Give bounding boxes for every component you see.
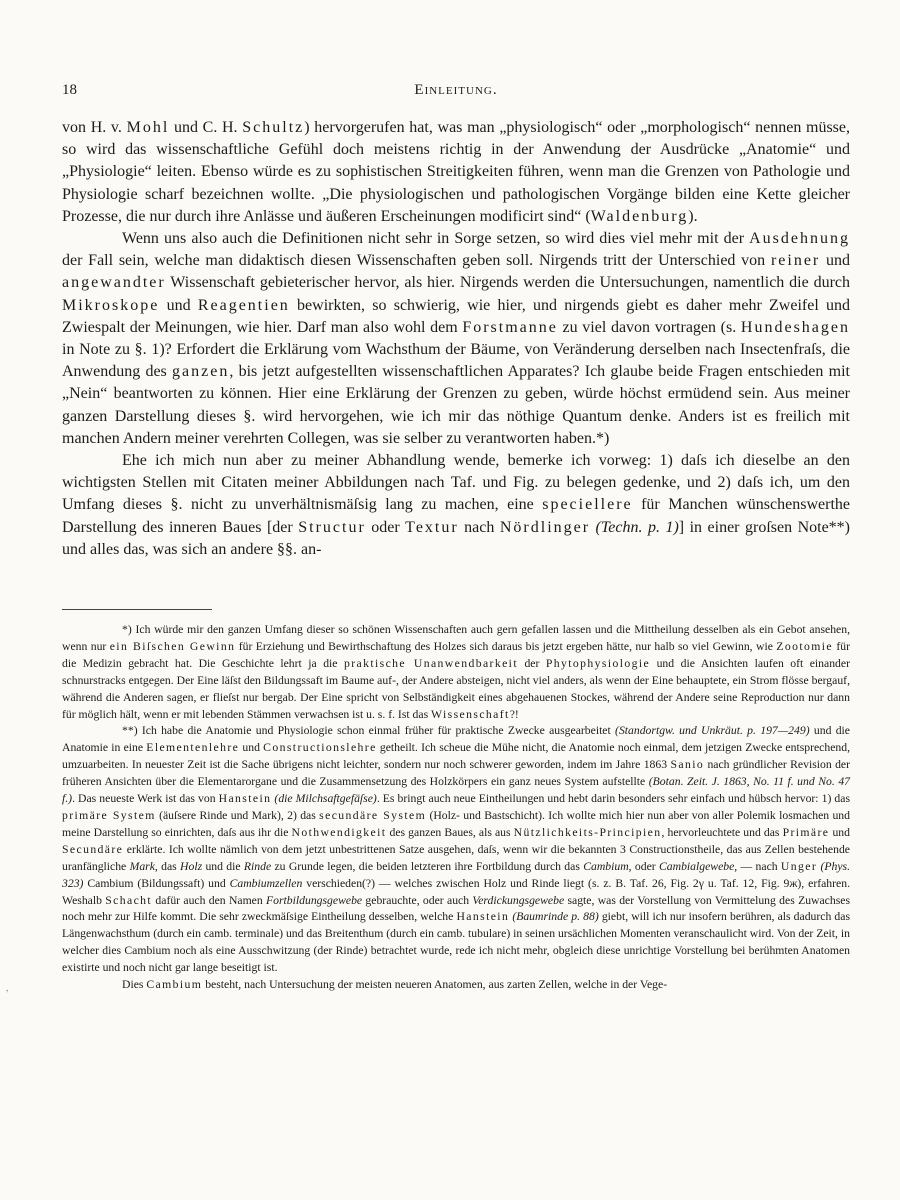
- spaced-text: Mikroskope: [62, 296, 160, 314]
- spaced-text: Textur: [405, 518, 459, 536]
- text-run: Dies: [122, 978, 147, 992]
- text-run: Wissenschaft gebieterischer hervor, als hier. Nirgends werden die Untersuchungen, namentlich die durch: [165, 274, 850, 292]
- text-run: ] in einer groſsen Note**) und alles das, was sich an andere §§. an-: [62, 518, 850, 558]
- spaced-text: speciellere: [542, 496, 633, 514]
- text-run: der Fall sein, welche man didaktisch diesen Wissenschaften geben soll. Nirgends tritt der Unterschied von: [62, 252, 771, 270]
- spaced-text: Phytophysiologie: [545, 656, 651, 670]
- body-paragraph: [62, 450, 850, 561]
- text-run: , — nach: [734, 859, 781, 873]
- running-title: Einleitung.: [414, 82, 498, 98]
- spaced-text: Hanstein: [456, 910, 510, 924]
- spaced-text: Ausdehnung: [749, 230, 850, 248]
- text-run: (äuſsere Rinde und Mark), 2) das: [155, 808, 320, 822]
- spaced-text: primäre System: [62, 808, 156, 822]
- italic-text: Fortbildungsgewebe: [266, 893, 363, 907]
- spaced-text: ein Biſschen Gewinn: [109, 639, 236, 653]
- text-run: und die Ansichten laufen oft einander schnurstracks entgegen. Der Eine läſst den Bildungssaft im Baume auf-, der Andere absteigen, nicht viel anders, als wenn der Eine behauptete, ein Strom flösse bergauf, während die Anderen sagen, er flieſst nur bergab. Der Eine spricht von Selbständigkeit eines abgehauenen Stockes, während der Andere seine Reproduction nur dann für möglich hält, wenn er mit lebenden Stämmen verwachsen ist u. s. f. Ist das: [62, 656, 850, 721]
- body-paragraph: [62, 117, 850, 228]
- main-text: [62, 117, 850, 561]
- spaced-text: Nützlichkeits-Principien: [513, 825, 662, 839]
- spaced-text: Schacht: [105, 893, 153, 907]
- italic-text: (Phys. 323): [62, 859, 851, 890]
- text-run: nach: [458, 518, 500, 536]
- italic-text: (die Milchsaftgefäſse): [274, 792, 377, 806]
- text-run: zu viel davon vortragen (s.: [557, 318, 741, 336]
- spaced-text: praktische Unanwendbarkeit: [343, 656, 518, 670]
- italic-text: Holz: [180, 859, 203, 873]
- text-run: besteht, nach Untersuchung der meisten neueren Anatomen, aus zarten Zellen, welche in der Vege-: [202, 978, 668, 992]
- text-run: erklärte. Ich wollte nämlich von dem jetzt unbestrittenen Satze ausgehen, daſs, wenn wir die bekannten 3 Constructionstheile, das aus Zellen bestehende uranfängliche: [62, 842, 850, 873]
- text-run: , bis jetzt aufgestellten wissenschaftlichen Apparates? Ich glaube beide Fragen entschieden mit „Nein“ beantworten zu können. Hier eine Erklärung der Grenzen zu geben, würde höchst ermüdend sein. Aus meiner ganzen Darstellung dieses §. wird hervorgehen, wie ich mir das nöthige Quantum denke. Anders ist es freilich mit manchen Andern meiner verehrten Collegen, was sie selber zu verantworten haben.*): [62, 363, 850, 447]
- italic-text: Rinde: [243, 859, 272, 873]
- italic-text: Verdickungsgewebe: [472, 893, 565, 907]
- text-run: **) Ich habe die Anatomie und Physiologie schon einmal früher für praktische Zwecke ausgearbeitet: [122, 724, 616, 738]
- spaced-text: Wissenschaft: [431, 707, 510, 721]
- spaced-text: Hanstein: [218, 792, 272, 806]
- text-run: , das: [154, 859, 181, 873]
- spaced-text: Nothwendigkeit: [291, 825, 387, 839]
- spaced-text: Constructionslehre: [263, 741, 377, 755]
- spaced-text: Mohl: [126, 119, 170, 136]
- spaced-text: Hundeshagen: [740, 318, 850, 336]
- footnote-divider: [62, 609, 212, 610]
- spaced-text: secundäre System: [319, 808, 427, 822]
- text-run: giebt, will ich nur insofern berühren, als dadurch das Längenwachsthum (durch ein camb. terminale) und das Breitenthum (durch ein camb. tubulare) in seinen ursächlichen Momenten veranschaulicht wird. Von der Zeit, in welcher dies Cambium noch als eine Ausschwitzung (der Rinde) betrachtet wurde, rede ich nicht mehr, obgleich diese unrichtige Vorstellung bei berühmten Anatomen existirte und noch nicht gar lange beseitigt ist.: [62, 910, 850, 975]
- italic-text: Cambium: [583, 859, 629, 873]
- italic-text: Mark: [129, 859, 155, 873]
- italic-text: (Standortgw. und Unkräut. p. 197—249): [615, 724, 810, 738]
- text-run: nach gründlicher Revision der früheren Ansichten über die Elementarorgane und die Zusammensetzung des Holzkörpers ein ganz neues System aufstellte: [62, 758, 850, 789]
- text-run: , hervorleuchtete und das: [661, 825, 783, 839]
- spaced-text: Nördlinger: [499, 518, 591, 536]
- text-run: und: [239, 741, 264, 755]
- text-run: und: [159, 296, 198, 314]
- text-run: und: [820, 252, 851, 270]
- text-run: sagte, was der Vorstellung von Vermittelung des Zuwachses noch mehr zur Hilfe kommt. Die sehr zweckmäſsige Eintheilung desselben, welche: [62, 893, 851, 924]
- text-run: von H. v.: [62, 119, 127, 136]
- spaced-text: Forstmanne: [462, 318, 558, 336]
- text-run: . Das neueste Werk ist das von: [72, 792, 219, 806]
- spaced-text: Unger: [780, 859, 818, 873]
- text-run: der: [517, 656, 546, 670]
- spaced-text: ganzen: [172, 363, 230, 381]
- text-run: für Erziehung und Bewirthschaftung des Holzes sich daraus bis jetzt ergeben hätte, nur halb so viel Gewinn, wie: [235, 639, 777, 653]
- italic-text: (Botan. Zeit. J. 1863, No. 11 f. und No. 47 f.): [62, 775, 851, 806]
- text-run: und: [829, 825, 850, 839]
- text-run: (Holz- und Bastschicht). Ich wollte mich hier nun aber von aller Polemik losmachen und meine Darstellung so einrichten, daſs aus ihr die: [62, 808, 850, 839]
- spaced-text: Elementenlehre: [146, 741, 240, 755]
- footnotes: [62, 622, 850, 994]
- text-run: ?!: [509, 707, 519, 721]
- text-run: ) hervorgerufen hat, was man „physiologisch“ oder „morphologisch“ nennen müsse, so wird das wissenschaftliche Gefühl doch meistens richtig in der Anwendung der Ausdrücke „Anatomie“ und „Physiologie“ leiten. Ebenso würde es zu sophistischen Streitigkeiten führen, wenn man die Grenzen von Pathologie und Physiologie scharf bezeichnen wollte. „Die physiologischen und pathologischen Vorgänge bilden eine Kette gleicher Prozesse, die nur durch ihre Anlässe und äußeren Erscheinungen modificirt sind“ (: [62, 119, 851, 225]
- text-run: und die Anatomie in eine: [62, 724, 850, 755]
- footnote: [62, 977, 850, 994]
- text-run: und C. H.: [169, 119, 243, 136]
- italic-text: (Baumrinde p. 88): [512, 910, 599, 924]
- spaced-text: Structur: [298, 518, 366, 536]
- text-run: . Es bringt auch neue Eintheilungen und hebt darin besonders sehr einfach und hübsch hervor: 1) das: [376, 792, 850, 806]
- text-run: für Manchen wünschenswerthe Darstellung des inneren Baues [der: [62, 496, 850, 536]
- spaced-text: Cambium: [146, 978, 203, 992]
- body-paragraph: [62, 228, 850, 450]
- italic-text: Cambiumzellen: [229, 876, 303, 890]
- spaced-text: Schultz: [242, 119, 305, 136]
- spaced-text: reiner: [770, 252, 821, 270]
- text-run: für die Medizin gebracht hat. Die Geschichte lehrt ja die: [62, 639, 850, 670]
- page-header: [62, 80, 850, 102]
- text-run: ).: [688, 207, 698, 225]
- spaced-text: Sanio: [670, 758, 705, 772]
- text-run: verschieden(?) — welches zwischen Holz und Rinde liegt (s. z. B. Taf. 26, Fig. 2γ u. Taf. 12, Fig. 9ж), erfahren. Weshalb: [62, 876, 850, 907]
- text-run: bewirkten, so schwierig, wie hier, und nirgends giebt es daher mehr Zweifel und Zwiespalt der Meinungen, wie hier. Darf man also wohl dem: [62, 296, 851, 336]
- page-number: 18: [62, 82, 77, 98]
- text-run: des ganzen Baues, als aus: [386, 825, 514, 839]
- footnote: [62, 723, 850, 977]
- italic-text: Cambialgewebe: [658, 859, 735, 873]
- text-run: getheilt. Ich scheue die Mühe nicht, die Anatomie noch einmal, dem jetzigen Zwecke entsprechend, umzuarbeiten. In neuester Zeit ist die Sache übrigens nicht leichter, sondern nur noch schwerer geworden, indem im Jahre 1863: [62, 741, 850, 772]
- text-run: Ehe ich mich nun aber zu meiner Abhandlung wende, bemerke ich vorweg: 1) daſs ich dieselbe an den wichtigsten Stellen mit Citaten meiner Abbildungen nach Taf. und Fig. zu belegen gedenke, und 2) daſs ich, um den Umfang dieses §. nicht zu unverhältnismäſsig lang zu machen, eine: [62, 452, 850, 514]
- footnote: [62, 622, 850, 723]
- text-run: *) Ich würde mir den ganzen Umfang dieser so schönen Wissenschaften auch gern gefallen lassen und die Mittheilung desselben als ein Gebot ansehen, wenn nur: [62, 623, 850, 653]
- text-run: dafür auch den Namen: [152, 893, 267, 907]
- italic-text: (Techn. p. 1): [595, 518, 679, 536]
- spaced-text: Reagentien: [197, 296, 290, 314]
- spaced-text: Primäre: [782, 825, 830, 839]
- text-run: Cambium (Bildungssaft) und: [83, 876, 230, 890]
- spaced-text: Waldenburg: [590, 207, 689, 225]
- text-run: zu Grunde legen, die beiden letzteren ihre Fortbildung durch das: [271, 859, 584, 873]
- text-run: , oder: [628, 859, 659, 873]
- spaced-text: Zootomie: [776, 639, 833, 653]
- text-run: Wenn uns also auch die Definitionen nicht sehr in Sorge setzen, so wird dies viel mehr mit der: [122, 230, 750, 248]
- spaced-text: Secundäre: [62, 842, 124, 856]
- spaced-text: angewandter: [62, 274, 166, 292]
- text-run: in Note zu §. 1)? Erfordert die Erklärung vom Wachsthum der Bäume, von Veränderung derselben nach Insectenfraſs, die Anwendung des: [62, 341, 850, 381]
- text-run: gebrauchte, oder auch: [362, 893, 473, 907]
- margin-mark: ʼ: [4, 987, 13, 1000]
- text-run: und die: [202, 859, 244, 873]
- text-run: oder: [365, 518, 406, 536]
